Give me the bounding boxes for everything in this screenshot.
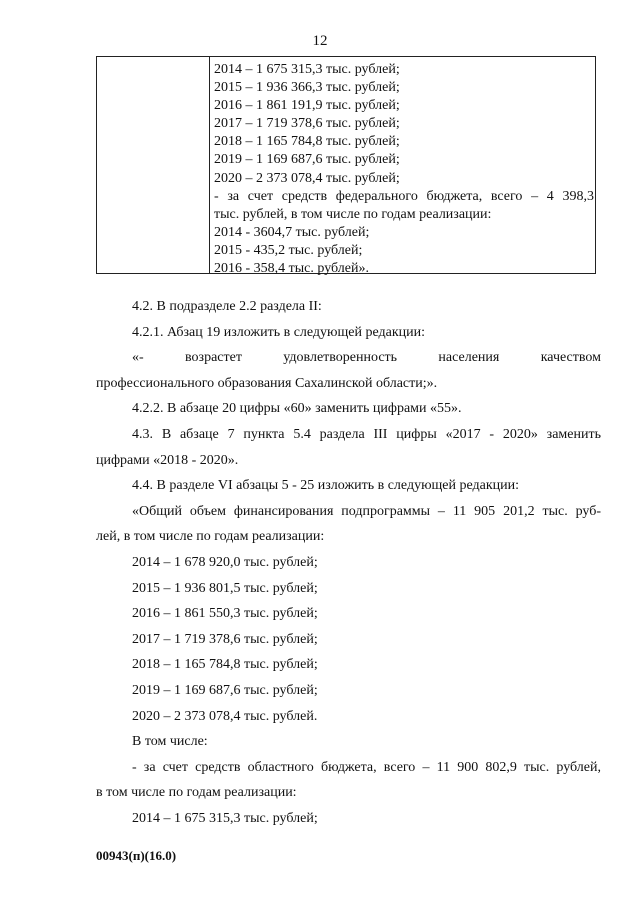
table-line: 2015 – 1 936 366,3 тыс. рублей; xyxy=(214,80,400,96)
continuation-table xyxy=(96,56,596,277)
table-line: 2016 – 1 861 191,9 тыс. рублей; xyxy=(214,98,400,114)
table-right-cell xyxy=(214,61,594,278)
year-line: 2017 – 1 719 378,6 тыс. рублей; xyxy=(132,631,318,647)
table-line: тыс. рублей, в том числе по годам реализации: xyxy=(214,206,492,222)
including-label: В том числе: xyxy=(132,734,208,750)
table-left-cell xyxy=(97,57,210,273)
quoted-line: «- возрастет удовлетворенность населения качеством xyxy=(132,350,601,366)
table-line: - за счет средств федерального бюджета, всего – 4 398,3 xyxy=(214,188,594,204)
year-line: 2016 – 1 861 550,3 тыс. рублей; xyxy=(132,606,318,622)
financing-total-cont: лей, в том числе по годам реализации: xyxy=(96,529,325,545)
table-line: 2018 – 1 165 784,8 тыс. рублей; xyxy=(214,134,400,150)
table-line: 2014 – 1 675 315,3 тыс. рублей; xyxy=(214,62,400,77)
year-line: 2018 – 1 165 784,8 тыс. рублей; xyxy=(132,657,318,673)
quoted-line-cont: профессионального образования Сахалинской области;». xyxy=(96,375,438,391)
paragraph-4-3: 4.3. В абзаце 7 пункта 5.4 раздела III цифры «2017 - 2020» заменить xyxy=(132,426,601,442)
year-line: 2014 – 1 675 315,3 тыс. рублей; xyxy=(132,810,318,826)
paragraph-4-2: 4.2. В подразделе 2.2 раздела II: xyxy=(132,299,322,314)
year-line: 2015 – 1 936 801,5 тыс. рублей; xyxy=(132,580,318,596)
regional-budget-cont: в том числе по годам реализации: xyxy=(96,785,297,801)
document-code: 00943(п)(16.0) xyxy=(96,848,177,863)
table-line: 2016 - 358,4 тыс. рублей». xyxy=(214,261,369,277)
paragraph-4-2-2: 4.2.2. В абзаце 20 цифры «60» заменить цифрами «55». xyxy=(132,401,462,417)
year-line: 2014 – 1 678 920,0 тыс. рублей; xyxy=(132,554,318,570)
table-line: 2017 – 1 719 378,6 тыс. рублей; xyxy=(214,116,400,132)
table-line: 2020 – 2 373 078,4 тыс. рублей; xyxy=(214,170,400,186)
regional-budget-line: - за счет средств областного бюджета, всего – 11 900 802,9 тыс. рублей, xyxy=(132,759,601,775)
document-body xyxy=(96,294,601,831)
table-line: 2014 - 3604,7 тыс. рублей; xyxy=(214,224,370,240)
financing-total: «Общий объем финансирования подпрограммы – 11 905 201,2 тыс. руб- xyxy=(132,503,601,519)
paragraph-4-4: 4.4. В разделе VI абзацы 5 - 25 изложить в следующей редакции: xyxy=(132,478,520,494)
paragraph-4-3-cont: цифрами «2018 - 2020». xyxy=(96,452,239,468)
page-number: 12 xyxy=(312,33,328,49)
table-line: 2019 – 1 169 687,6 тыс. рублей; xyxy=(214,152,400,168)
year-line: 2020 – 2 373 078,4 тыс. рублей. xyxy=(132,708,318,724)
year-line: 2019 – 1 169 687,6 тыс. рублей; xyxy=(132,682,318,698)
table-line: 2015 - 435,2 тыс. рублей; xyxy=(214,242,363,258)
paragraph-4-2-1: 4.2.1. Абзац 19 изложить в следующей редакции: xyxy=(132,324,426,340)
